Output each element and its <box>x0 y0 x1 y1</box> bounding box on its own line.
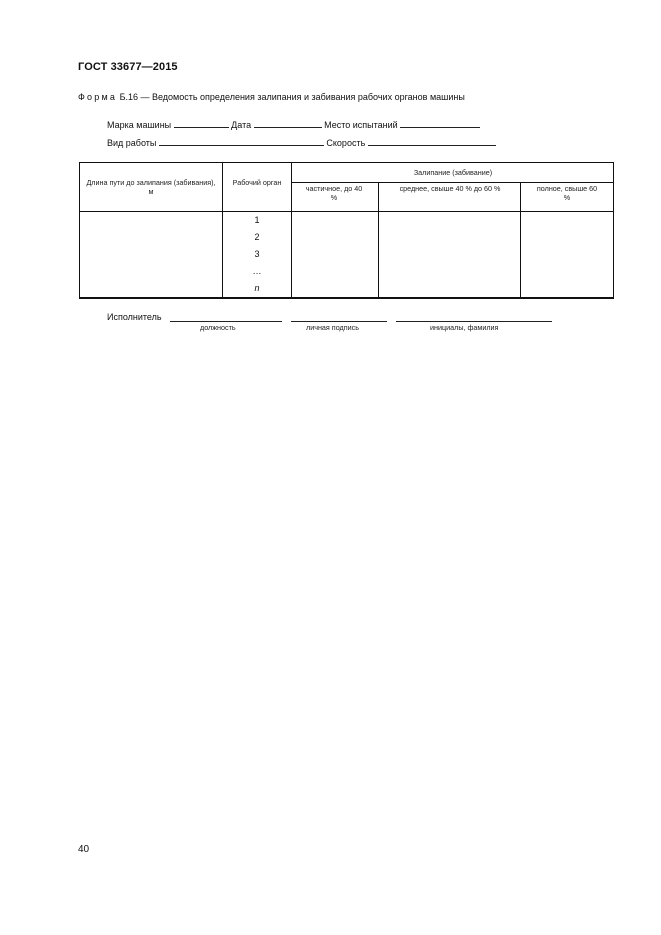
work-type-blank <box>159 137 324 146</box>
machine-brand-label: Марка машины <box>107 120 172 130</box>
form-word: Форма <box>78 92 118 102</box>
machine-brand-blank <box>174 119 229 128</box>
row-number: 3 <box>254 249 260 259</box>
form-title: Б.16 — Ведомость определения залипания и забивания рабочих органов машины <box>119 92 465 102</box>
row-number: 2 <box>254 232 260 242</box>
form-caption <box>78 92 465 102</box>
table-vline <box>222 163 223 297</box>
signature-caption: личная подпись <box>306 323 359 332</box>
speed-label: Скорость <box>326 138 366 148</box>
table-vline <box>291 163 292 297</box>
table-vline <box>378 183 379 297</box>
date-label: Дата <box>231 120 252 130</box>
col-group-header: Залипание (забивание) <box>413 168 493 177</box>
col-path-header: Длина пути до залипания (забивания), м <box>86 178 216 196</box>
date-blank <box>254 119 322 128</box>
table-header-bottom <box>80 211 613 212</box>
fields-row-1 <box>107 119 480 130</box>
sticking-table <box>79 162 614 299</box>
sub-partial-header: частичное, до 40 % <box>305 184 363 202</box>
position-caption: должность <box>200 323 236 332</box>
table-vline <box>520 183 521 297</box>
test-site-label: Место испытаний <box>324 120 398 130</box>
signature-line <box>291 321 387 322</box>
speed-blank <box>368 137 496 146</box>
test-site-blank <box>400 119 480 128</box>
sub-medium-header: среднее, свыше 40 % до 60 % <box>399 184 501 193</box>
row-number: … <box>252 266 262 276</box>
position-line <box>170 321 282 322</box>
table-hline <box>291 182 613 183</box>
sub-full-header: полное, свыше 60 % <box>536 184 598 202</box>
name-line <box>396 321 552 322</box>
page-number: 40 <box>78 844 90 855</box>
executor-label: Исполнитель <box>107 312 162 322</box>
name-caption: инициалы, фамилия <box>430 323 499 332</box>
document-standard-header: ГОСТ 33677—2015 <box>78 61 178 73</box>
work-type-label: Вид работы <box>107 138 157 148</box>
row-number: 1 <box>254 215 260 225</box>
fields-row-2 <box>107 137 496 148</box>
col-organ-header: Рабочий орган <box>232 178 282 187</box>
row-number: n <box>254 283 260 293</box>
